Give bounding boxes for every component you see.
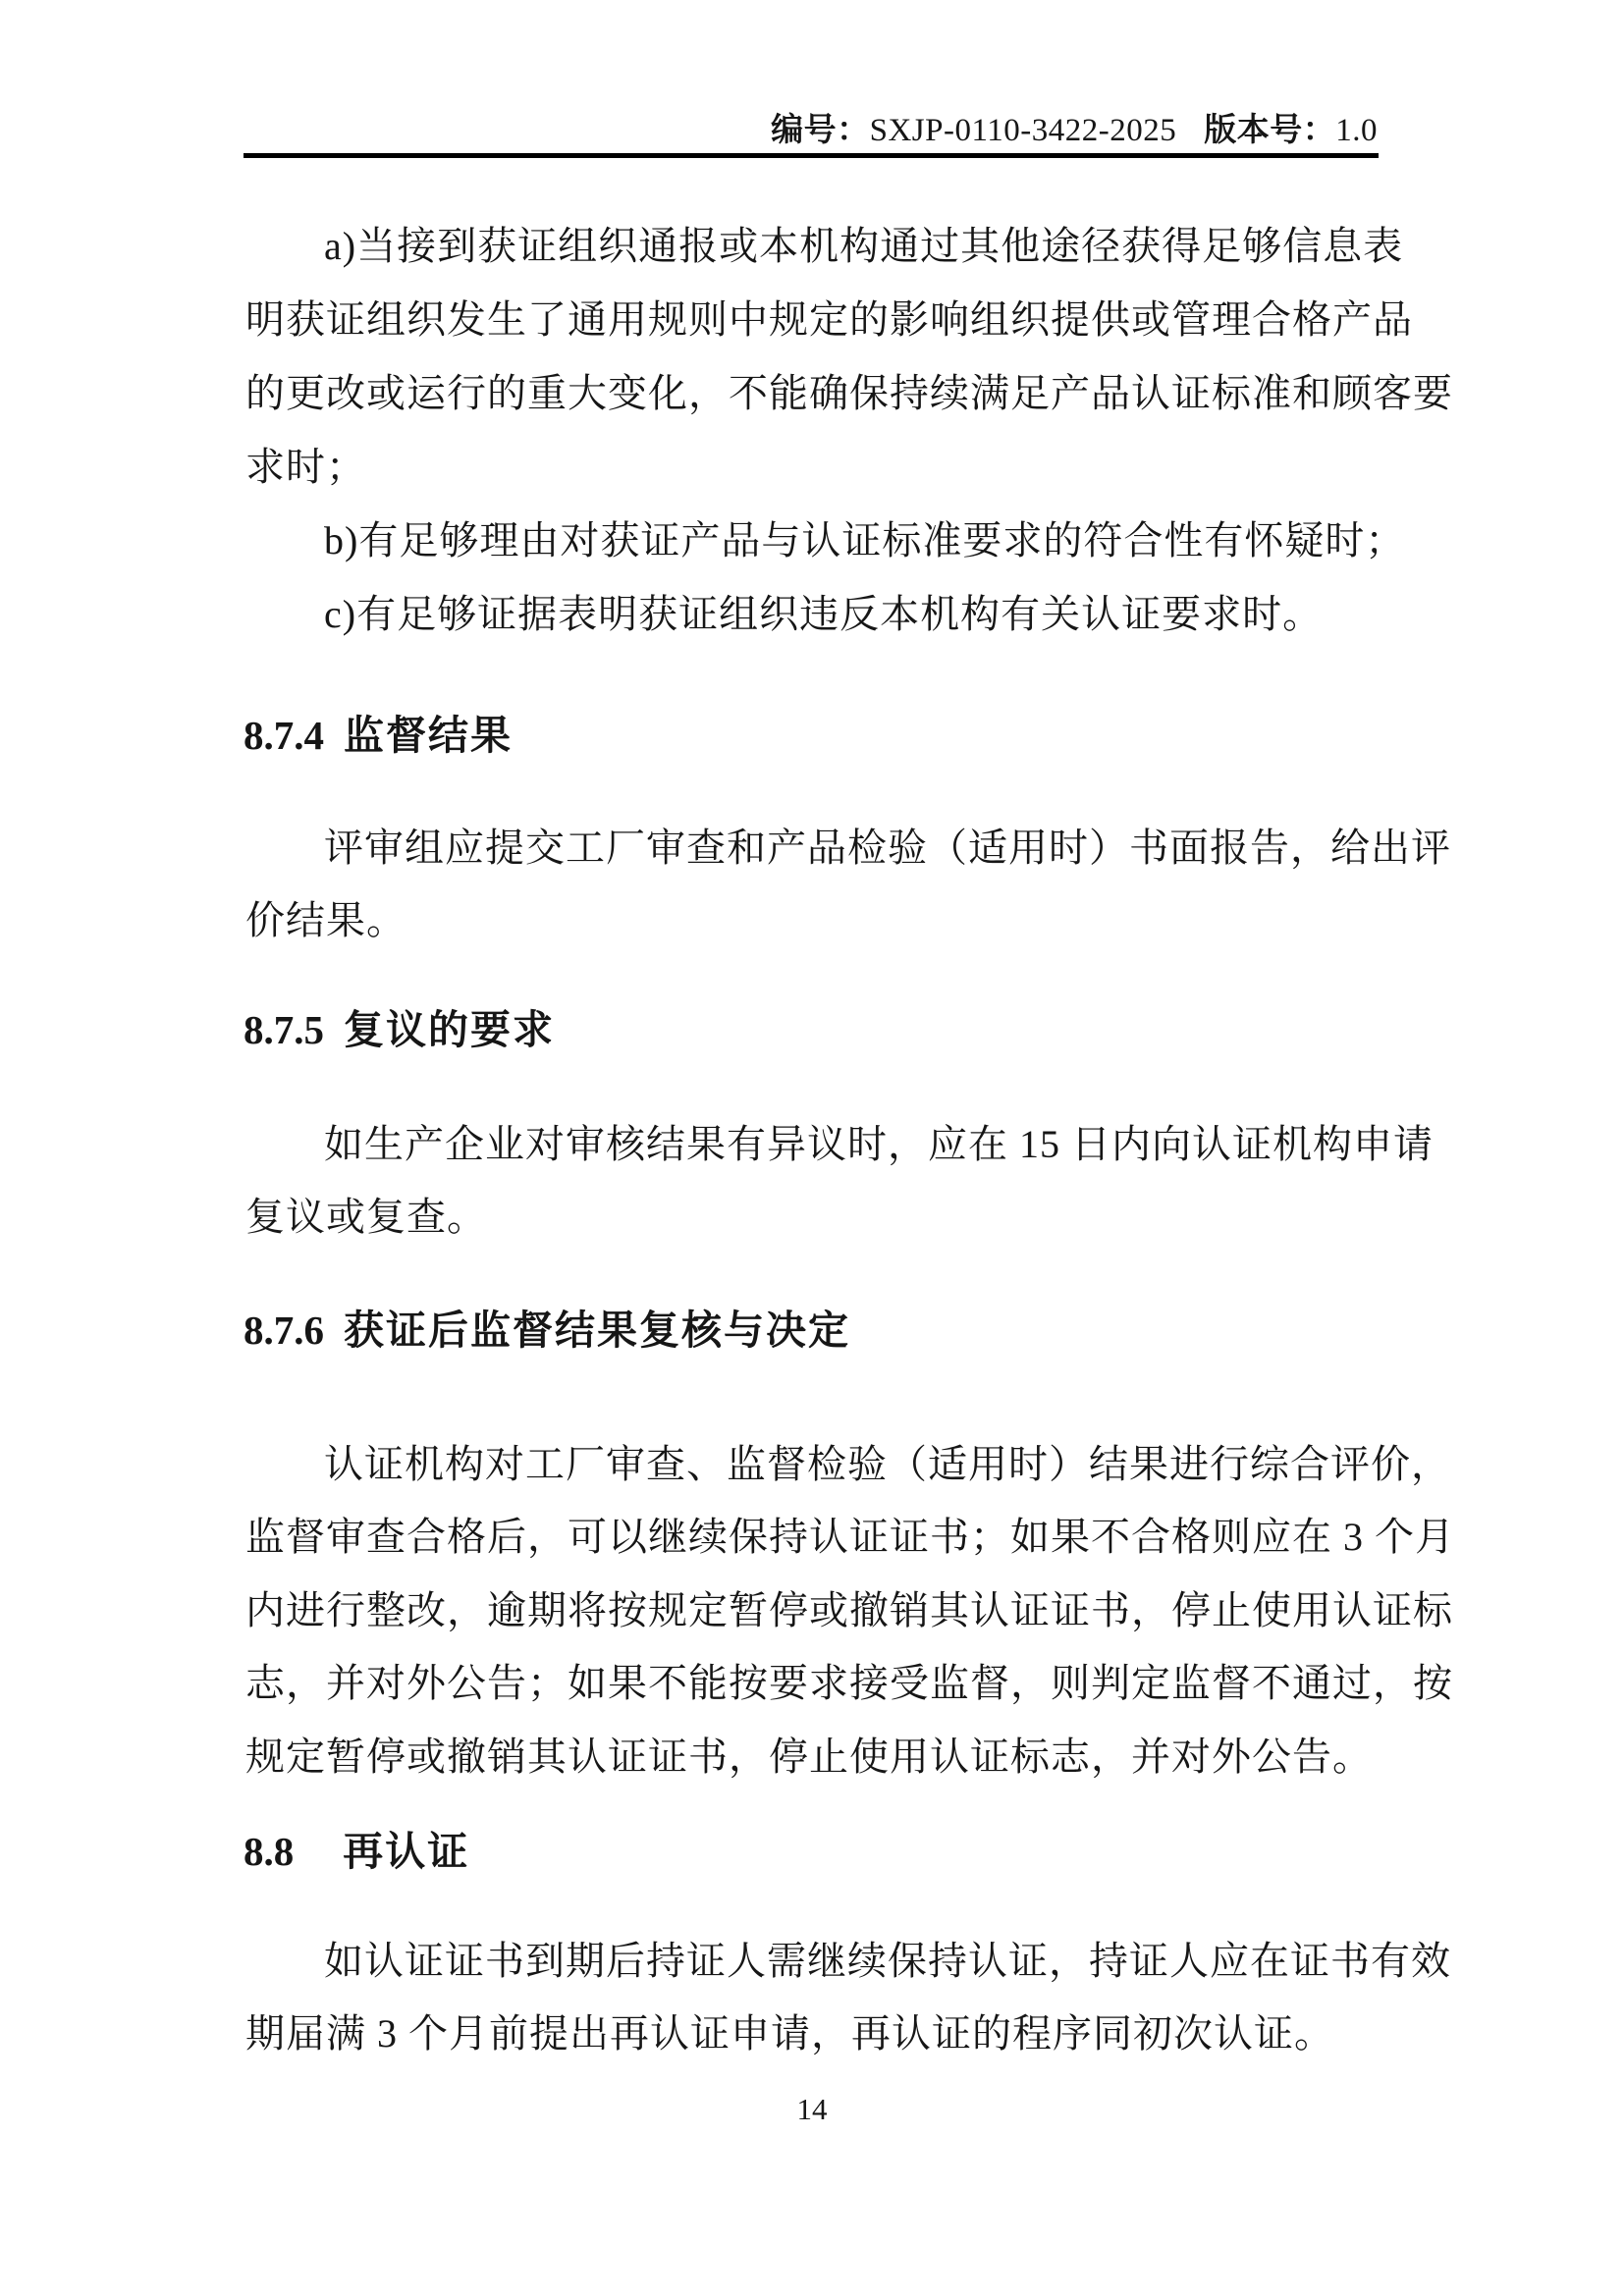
section-title: 监督结果: [344, 713, 513, 758]
paragraph-line: 期届满 3 个月前提出再认证申请，再认证的程序同初次认证。: [245, 2011, 1334, 2056]
section-number: 8.7.6: [244, 1308, 324, 1353]
section-heading-8-7-5: [244, 1007, 555, 1052]
list-item-a-line: a)当接到获证组织通报或本机构通过其他途径获得足够信息表: [324, 224, 1404, 268]
paragraph-line: 规定暂停或撤销其认证证书，停止使用认证标志，并对外公告。: [245, 1735, 1373, 1779]
header-divider: [244, 153, 1379, 158]
list-item-c: c)有足够证据表明获证组织违反本机构有关认证要求时。: [324, 592, 1324, 636]
version-label: 版本号：: [1204, 111, 1336, 147]
list-item-b: b)有足够理由对获证产品与认证标准要求的符合性有怀疑时；: [324, 518, 1406, 562]
section-number: 8.7.5: [244, 1007, 324, 1052]
section-title: 再认证: [343, 1829, 470, 1874]
list-item-a-line: 求时；: [245, 445, 366, 489]
section-heading-8-8: [244, 1829, 469, 1874]
list-item-a-line: 明获证组织发生了通用规则中规定的影响组织提供或管理合格产品: [245, 297, 1413, 342]
section-number: 8.7.4: [244, 713, 324, 758]
document-header: [771, 110, 1378, 150]
doc-number-label: 编号：: [771, 111, 870, 147]
section-heading-8-7-6: [244, 1308, 850, 1353]
paragraph-line: 价结果。: [245, 898, 406, 942]
paragraph-line: 内进行整改，逾期将按规定暂停或撤销其认证证书，停止使用认证标: [245, 1588, 1453, 1632]
doc-number-value: SXJP-0110-3422-2025: [869, 113, 1177, 148]
section-heading-8-7-4: [244, 713, 513, 758]
paragraph-line: 如生产企业对审核结果有异议时，应在 15 日内向认证机构申请: [324, 1122, 1434, 1166]
section-title: 复议的要求: [344, 1007, 555, 1052]
paragraph-line: 复议或复查。: [245, 1195, 487, 1239]
paragraph-line: 如认证证书到期后持证人需继续保持认证，持证人应在证书有效: [324, 1939, 1451, 1983]
page-number: 14: [796, 2092, 828, 2126]
version-value: 1.0: [1335, 113, 1378, 148]
list-item-a-line: 的更改或运行的重大变化，不能确保持续满足产品认证标准和顾客要: [245, 371, 1453, 415]
section-number: 8.8: [244, 1829, 295, 1874]
paragraph-line: 监督审查合格后，可以继续保持认证证书；如果不合格则应在 3 个月: [245, 1515, 1455, 1559]
paragraph-line: 认证机构对工厂审查、监督检验（适用时）结果进行综合评价，: [324, 1442, 1451, 1486]
section-title: 获证后监督结果复核与决定: [344, 1308, 850, 1353]
paragraph-line: 志，并对外公告；如果不能按要求接受监督，则判定监督不通过，按: [245, 1661, 1453, 1705]
paragraph-line: 评审组应提交工厂审查和产品检验（适用时）书面报告，给出评: [324, 826, 1451, 870]
